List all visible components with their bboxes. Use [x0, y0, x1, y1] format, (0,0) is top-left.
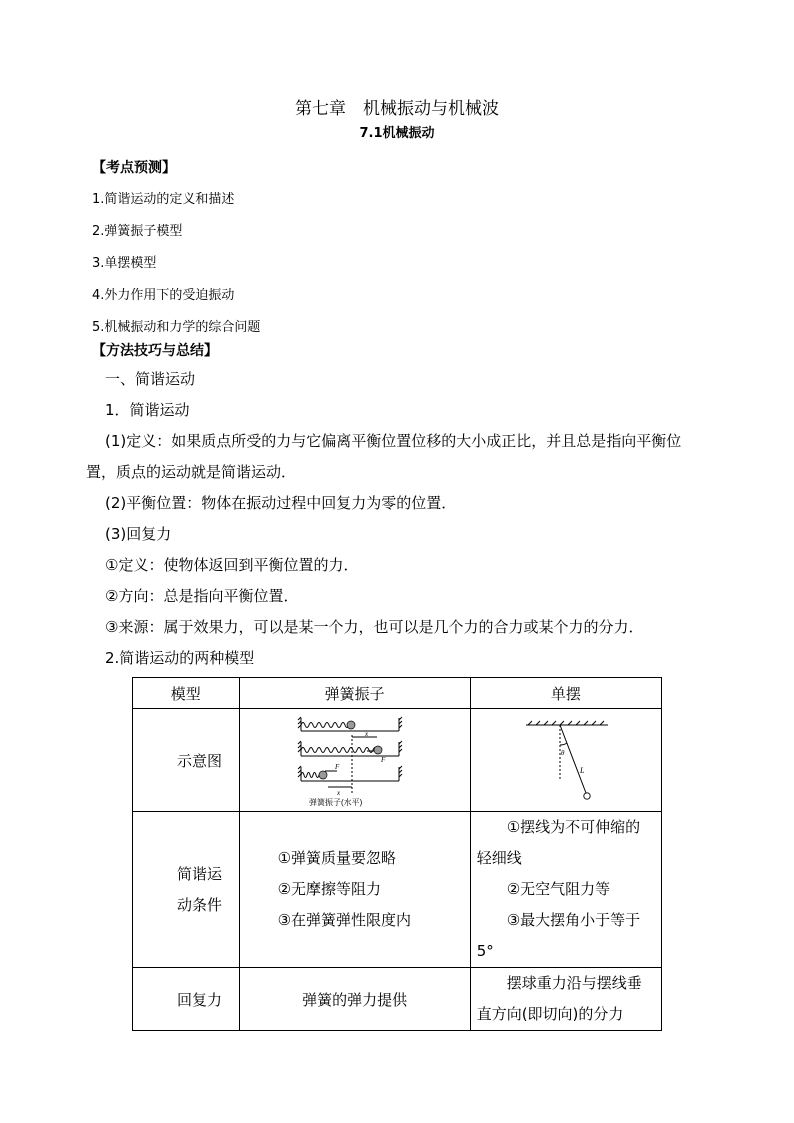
methods-heading: 【方法技巧与总结】	[92, 343, 218, 359]
subsection-heading: 2.简谐运动的两种模型	[105, 649, 255, 667]
table-row	[133, 968, 662, 1031]
restoring-definition: ①定义：使物体返回到平衡位置的力．	[105, 556, 359, 574]
displacement-label: x	[364, 729, 368, 738]
exam-point-item: 2.弹簧振子模型	[92, 224, 183, 239]
pendulum-conditions-cell	[470, 812, 661, 968]
condition-item: ②无摩擦等阻力	[277, 880, 382, 898]
row-label-line: 动条件	[177, 895, 223, 914]
header-pendulum: 单摆	[470, 678, 661, 709]
restoring-direction: ②方向：总是指向平衡位置．	[105, 587, 299, 605]
restoring-line: 摆球重力沿与摆线垂	[506, 974, 642, 992]
displacement-label: x	[336, 788, 340, 797]
force-label: F	[334, 762, 339, 771]
condition-item: ③在弹簧弹性限度内	[277, 911, 412, 929]
table-row	[133, 812, 662, 968]
spring-diagram-cell	[239, 709, 470, 812]
exam-points-heading: 【考点预测】	[92, 160, 176, 176]
restoring-heading: (3)回复力	[105, 525, 172, 543]
condition-item: 轻细线	[476, 849, 522, 867]
spring-caption: 弹簧振子(水平)	[308, 797, 362, 807]
models-table	[132, 677, 662, 1031]
row-label-restoring: 回复力	[133, 968, 240, 1031]
header-spring: 弹簧振子	[239, 678, 470, 709]
condition-item: ②无空气阻力等	[506, 880, 611, 898]
condition-item: 5°	[476, 942, 494, 960]
definition-line: (1)定义：如果质点所受的力与它偏离平衡位置位移的大小成正比，并且总是指向平衡位	[105, 432, 682, 450]
pendulum-restoring-cell	[470, 968, 661, 1031]
section-title: 7.1机械振动	[359, 126, 435, 141]
spring-conditions-cell	[239, 812, 470, 968]
exam-point-item: 4.外力作用下的受迫振动	[92, 288, 235, 303]
restoring-line: 直方向(即切向)的分力	[476, 1005, 624, 1023]
pendulum-diagram	[516, 715, 616, 807]
spring-restoring-cell: 弹簧的弹力提供	[239, 968, 470, 1031]
restoring-source: ③来源：属于效果力，可以是某一个力，也可以是几个力的合力或某个力的分力．	[105, 618, 644, 636]
table-row	[133, 709, 662, 812]
exam-point-item: 1.简谐运动的定义和描述	[92, 192, 235, 207]
equilibrium-text: (2)平衡位置：物体在振动过程中回复力为零的位置．	[105, 494, 457, 512]
subsection-heading: 1．简谐运动	[105, 401, 190, 419]
row-label-line: 简谐运	[177, 864, 223, 883]
table-header-row	[133, 678, 662, 709]
condition-item: ①摆线为不可伸缩的	[506, 818, 641, 836]
exam-point-item: 3.单摆模型	[92, 256, 157, 271]
condition-item: ③最大摆角小于等于	[506, 911, 641, 929]
exam-point-item: 5.机械振动和力学的综合问题	[92, 320, 261, 335]
length-label: L	[579, 765, 585, 775]
header-model: 模型	[133, 678, 240, 709]
definition-line: 置，质点的运动就是简谐运动．	[86, 463, 297, 481]
chapter-title: 第七章 机械振动与机械波	[295, 99, 499, 119]
force-label: F	[380, 755, 385, 764]
spring-oscillator-diagram	[295, 715, 415, 807]
row-label-conditions	[133, 812, 240, 968]
angle-label: θ	[560, 748, 565, 757]
part-heading: 一、简谐运动	[105, 370, 196, 388]
pendulum-diagram-cell	[470, 709, 661, 812]
condition-item: ①弹簧质量要忽略	[277, 849, 397, 867]
row-label-diagram: 示意图	[133, 709, 240, 812]
